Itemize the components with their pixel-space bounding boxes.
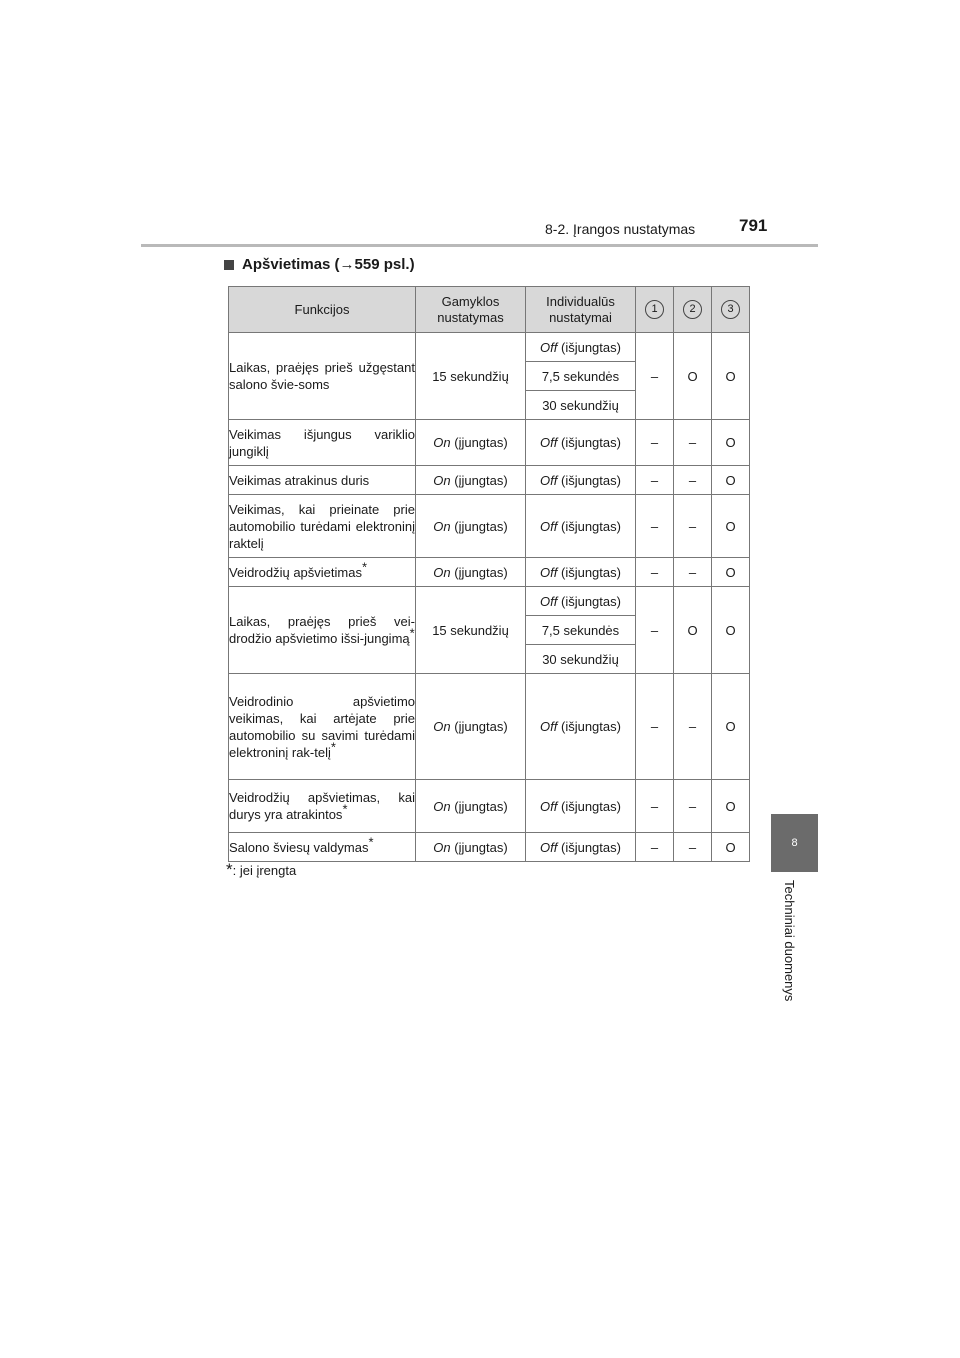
header-col-3 xyxy=(712,287,750,333)
function-cell: Veikimas išjungus variklio jungiklį xyxy=(229,420,416,466)
table-row xyxy=(229,466,750,495)
function-text: Laikas, praėjęs prieš vei-drodžio apšvietimo išsi-jungimą xyxy=(229,614,415,646)
on-suffix: (įjungtas) xyxy=(450,719,508,734)
mark-cell-2: – xyxy=(674,466,712,495)
settings-table xyxy=(228,286,750,862)
mark-cell-1: – xyxy=(636,558,674,587)
custom-cell: 30 sekundžių xyxy=(526,391,636,420)
off-word: Off xyxy=(540,564,558,580)
factory-cell xyxy=(416,558,526,587)
function-cell xyxy=(229,780,416,833)
custom-cell xyxy=(526,780,636,833)
off-suffix: (išjungtas) xyxy=(557,719,621,734)
footnote-marker: * xyxy=(361,559,368,575)
custom-cell: 30 sekundžių xyxy=(526,645,636,674)
off-suffix: (išjungtas) xyxy=(557,839,621,855)
mark-cell-1: – xyxy=(636,466,674,495)
on-word: On xyxy=(433,518,451,534)
custom-cell xyxy=(526,466,636,495)
custom-cell xyxy=(526,420,636,466)
footnote-marker: * xyxy=(330,739,336,755)
header-divider xyxy=(141,244,818,247)
mark-cell-2: – xyxy=(674,558,712,587)
mark-cell-3: O xyxy=(712,333,750,420)
mark-cell-3: O xyxy=(712,495,750,558)
section-ref: 559 psl.) xyxy=(354,256,415,273)
footnote xyxy=(226,860,296,880)
custom-cell xyxy=(526,587,636,616)
chapter-label xyxy=(778,880,808,1030)
mark-cell-1: – xyxy=(636,780,674,833)
off-suffix: (išjungtas) xyxy=(557,435,621,450)
off-word: Off xyxy=(540,593,558,609)
off-suffix: (išjungtas) xyxy=(557,339,621,355)
off-suffix: (išjungtas) xyxy=(557,472,621,488)
mark-cell-2: – xyxy=(674,674,712,780)
chapter-tab xyxy=(771,814,818,872)
circled-3-icon: 3 xyxy=(721,300,740,319)
factory-cell xyxy=(416,674,526,780)
table-row xyxy=(229,420,750,466)
off-word: Off xyxy=(540,339,558,355)
factory-cell xyxy=(416,780,526,833)
table-row xyxy=(229,495,750,558)
mark-cell-3: O xyxy=(712,780,750,833)
off-word: Off xyxy=(540,719,558,734)
mark-cell-2: – xyxy=(674,833,712,862)
function-text: Veidrodžių apšvietimas xyxy=(229,564,362,580)
function-cell: Veikimas atrakinus duris xyxy=(229,466,416,495)
section-title-text: Apšvietimas ( xyxy=(242,256,340,273)
on-suffix: (įjungtas) xyxy=(450,839,508,855)
off-word: Off xyxy=(540,518,558,534)
off-word: Off xyxy=(540,472,558,488)
header-section: 8-2. Įrangos nustatymas xyxy=(545,221,696,237)
mark-cell-3: O xyxy=(712,674,750,780)
off-suffix: (išjungtas) xyxy=(557,798,621,814)
function-cell xyxy=(229,833,416,862)
mark-cell-3: O xyxy=(712,420,750,466)
factory-cell xyxy=(416,495,526,558)
custom-cell xyxy=(526,495,636,558)
custom-cell xyxy=(526,674,636,780)
function-text: Veidrodžių apšvietimas, kai durys yra atrakintos xyxy=(229,790,415,822)
chapter-number: 8 xyxy=(791,837,798,849)
mark-cell-1: – xyxy=(636,833,674,862)
off-suffix: (išjungtas) xyxy=(557,593,621,609)
table-header-row xyxy=(229,287,750,333)
footnote-marker: * xyxy=(368,834,374,850)
header-col-1 xyxy=(636,287,674,333)
on-word: On xyxy=(433,719,451,734)
mark-cell-2: – xyxy=(674,780,712,833)
off-word: Off xyxy=(540,798,558,814)
arrow-icon: → xyxy=(339,256,355,273)
mark-cell-2: – xyxy=(674,495,712,558)
off-suffix: (išjungtas) xyxy=(557,518,621,534)
factory-cell xyxy=(416,420,526,466)
mark-cell-2: O xyxy=(674,333,712,420)
footnote-marker: * xyxy=(342,801,348,817)
factory-cell: 15 sekundžių xyxy=(416,587,526,674)
table-row xyxy=(229,558,750,587)
function-text: Salono šviesų valdymas xyxy=(229,839,369,855)
on-word: On xyxy=(433,564,451,580)
function-cell: Veikimas, kai prieinate prie automobilio turėdami elektroninį raktelį xyxy=(229,495,416,558)
chapter-title: Techniniai duomenys xyxy=(782,880,797,1002)
header-factory: Gamyklos nustatymas xyxy=(416,287,526,333)
mark-cell-1: – xyxy=(636,495,674,558)
custom-cell xyxy=(526,833,636,862)
off-suffix: (išjungtas) xyxy=(557,564,621,580)
mark-cell-1: – xyxy=(636,333,674,420)
on-word: On xyxy=(433,798,451,814)
table-row xyxy=(229,587,750,616)
custom-cell xyxy=(526,333,636,362)
circled-1-icon: 1 xyxy=(645,300,664,319)
mark-cell-1: – xyxy=(636,587,674,674)
on-word: On xyxy=(433,839,451,855)
on-suffix: (įjungtas) xyxy=(450,435,508,450)
function-text: Veidrodinio apšvietimo veikimas, kai artėjate prie automobilio su savimi turėdami elektroninį rak-telį xyxy=(229,693,415,760)
square-bullet-icon xyxy=(224,260,234,270)
mark-cell-3: O xyxy=(712,466,750,495)
section-title xyxy=(224,256,415,273)
footnote-star: * xyxy=(226,860,233,879)
mark-cell-3: O xyxy=(712,587,750,674)
table-row xyxy=(229,674,750,780)
function-cell xyxy=(229,587,416,674)
table-row xyxy=(229,833,750,862)
header-col-2 xyxy=(674,287,712,333)
table-row xyxy=(229,333,750,362)
on-suffix: (įjungtas) xyxy=(450,564,508,580)
custom-cell: 7,5 sekundės xyxy=(526,362,636,391)
factory-cell: 15 sekundžių xyxy=(416,333,526,420)
factory-cell xyxy=(416,833,526,862)
function-cell: Laikas, praėjęs prieš užgęstant salono švie-soms xyxy=(229,333,416,420)
off-word: Off xyxy=(540,839,558,855)
header-custom: Individualūs nustatymai xyxy=(526,287,636,333)
mark-cell-3: O xyxy=(712,833,750,862)
page-number: 791 xyxy=(739,216,768,235)
on-suffix: (įjungtas) xyxy=(450,798,508,814)
circled-2-icon: 2 xyxy=(683,300,702,319)
on-suffix: (įjungtas) xyxy=(450,472,508,488)
header-function: Funkcijos xyxy=(229,287,416,333)
mark-cell-2: O xyxy=(674,587,712,674)
off-word: Off xyxy=(540,435,558,450)
mark-cell-3: O xyxy=(712,558,750,587)
custom-cell xyxy=(526,558,636,587)
mark-cell-2: – xyxy=(674,420,712,466)
on-suffix: (įjungtas) xyxy=(450,518,508,534)
custom-cell: 7,5 sekundės xyxy=(526,616,636,645)
on-word: On xyxy=(433,472,451,488)
mark-cell-1: – xyxy=(636,674,674,780)
footnote-marker: * xyxy=(409,625,415,641)
footnote-text: : jei įrengta xyxy=(232,863,297,878)
function-cell xyxy=(229,674,416,780)
mark-cell-1: – xyxy=(636,420,674,466)
function-cell xyxy=(229,558,416,587)
factory-cell xyxy=(416,466,526,495)
table-row xyxy=(229,780,750,833)
on-word: On xyxy=(433,435,451,450)
